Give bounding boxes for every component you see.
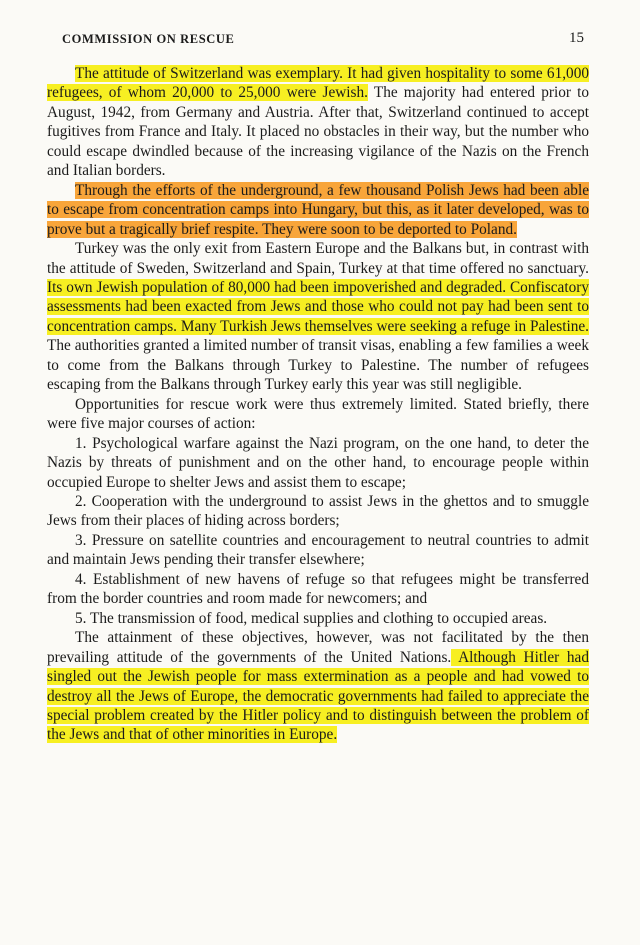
running-head: COMMISSION ON RESCUE	[62, 32, 235, 46]
paragraph-switzerland	[47, 64, 589, 181]
paragraph-turkey	[47, 239, 589, 395]
text-run: The authorities granted a limited number of transit visas, enabling a few families a week to come from the Balkans through Turkey to Palestine. The number of refugees escaping from the Balkans through Turkey early this year was still negligible.	[47, 337, 589, 394]
highlighted-yellow-text: The attitude of Switzerland was exemplary. It had given hospitality to some 61,000 refugees, of whom 20,000 to 25,000 were Jewish.	[47, 65, 589, 102]
text-run: 1. Psychological warfare against the Nazi program, on the one hand, to deter the Nazis by threats of punishment and on the other hand, to encourage people within occupied Europe to shelter Jews and assist them to escape;	[47, 434, 589, 491]
text-run: Opportunities for rescue work were thus extremely limited. Stated briefly, there were five major courses of action:	[47, 395, 589, 433]
page-header	[62, 30, 584, 46]
text-run: 2. Cooperation with the underground to assist Jews in the ghettos and to smuggle Jews from their places of hiding across borders;	[47, 492, 589, 530]
list-item-1	[47, 434, 589, 492]
paragraph-attainment	[47, 628, 589, 745]
paragraph-opportunities	[47, 395, 589, 434]
highlighted-orange-text: Through the efforts of the underground, a few thousand Polish Jews had been able to escape from concentration camps into Hungary, but this, as it later developed, was to prove but a tragically brief respite. They were soon to be deported to Poland.	[47, 181, 589, 238]
highlighted-yellow-text: Although Hitler had singled out the Jewish people for mass extermination as a people and had vowed to destroy all the Jews of Europe, the democratic governments had failed to appreciate the special problem created by the Hitler policy and to distinguish between the problem of the Jews and that of other minorities in Europe.	[47, 648, 589, 744]
page-number: 15	[569, 30, 584, 46]
text-run: The majority had entered prior to August, 1942, from Germany and Austria. After that, Switzerland continued to accept fugitives from France and Italy. It placed no obstacles in their way, but the number who could escape dwindled because of the increasing vigilance of the Nazis on the French and Italian borders.	[47, 84, 589, 180]
text-run: The attainment of these objectives, however, was not facilitated by the then prevailing attitude of the governments of the United Nations.	[47, 629, 589, 666]
text-run: 4. Establishment of new havens of refuge so that refugees might be transferred from the border countries and room made for newcomers; and	[47, 570, 589, 608]
paragraph-polish-jews	[47, 181, 589, 239]
text-run: 3. Pressure on satellite countries and encouragement to neutral countries to admit and maintain Jews pending their transfer elsewhere;	[47, 531, 589, 569]
text-run: 5. The transmission of food, medical supplies and clothing to occupied areas.	[75, 609, 548, 627]
body-text	[47, 64, 589, 745]
list-item-3	[47, 531, 589, 570]
text-run: Turkey was the only exit from Eastern Europe and the Balkans but, in contrast with the attitude of Sweden, Switzerland and Spain, Turkey at that time offered no sanctuary.	[47, 240, 589, 277]
list-item-5	[47, 609, 589, 628]
list-item-4	[47, 570, 589, 609]
highlighted-yellow-text: Its own Jewish population of 80,000 had been impoverished and degraded. Confiscatory assessments had been exacted from Jews and those who could not pay had been sent to concentration camps. Many Turkish Jews themselves were seeking a refuge in Palestine.	[47, 278, 589, 335]
list-item-2	[47, 492, 589, 531]
